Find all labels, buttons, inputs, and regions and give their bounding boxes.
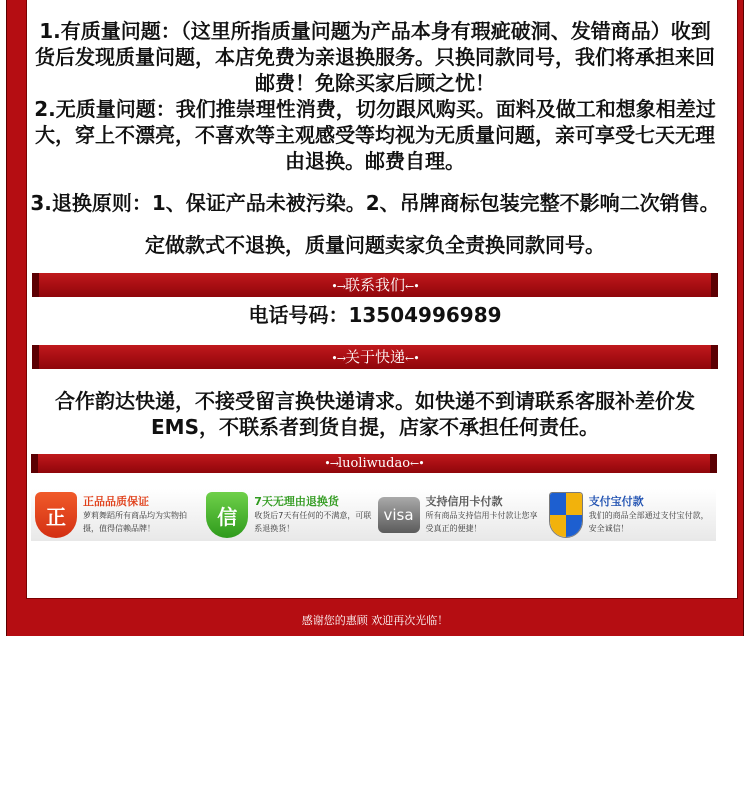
footer-thanks: 感谢您的惠顾 欢迎再次光临！ — [301, 614, 449, 627]
alipay-shield-icon — [549, 492, 583, 538]
banner-deco-right: ←• — [405, 352, 419, 365]
badge-desc: 我们的商品全部通过支付宝付款，安全诚信！ — [588, 511, 709, 533]
contact-banner — [32, 273, 718, 297]
badge-title: 7天无理由退换货 — [254, 495, 339, 508]
badge-genuine — [31, 489, 202, 541]
badge-desc: 收货后7天有任何的不满意，可联系退换货！ — [254, 511, 372, 533]
service-badges — [31, 489, 716, 541]
badge-title: 正品品质保证 — [83, 495, 149, 508]
badge-title: 支付宝付款 — [588, 495, 644, 508]
banner-deco-left: •→ — [324, 457, 338, 470]
policy-quality-issue: 1.有质量问题：（这里所指质量问题为产品本身有瑕疵破洞、发错商品）收到货后发现质量问题，本店免费为亲退换服务。只换同款同号，我们将承担来回邮费！免除买家后顾之忧！ — [35, 19, 715, 95]
policy-no-quality-issue: 2.无质量问题：我们推崇理性消费，切勿跟风购买。面料及做工和想象相差过大，穿上不漂亮，不喜欢等主观感受等均视为无质量问题，亲可享受七天无理由退换。邮费自理。 — [34, 97, 716, 173]
badge-title: 支持信用卡付款 — [425, 495, 503, 508]
badge-desc: 萝莉舞蹈所有商品均为实物拍摄，值得信赖品牌！ — [83, 511, 187, 533]
banner-deco-right: ←• — [410, 457, 424, 470]
badge-alipay — [545, 489, 716, 541]
visa-card-icon: visa — [378, 497, 420, 533]
badge-credit-card — [374, 489, 545, 541]
contact-phone: 电话号码：13504996989 — [248, 303, 502, 327]
policy-return-principles: 3.退换原则：1、保证产品未被污染。2、吊牌商标包装完整不影响二次销售。 — [30, 191, 720, 215]
policy-custom-items: 定做款式不退换，质量问题卖家负全责换同款同号。 — [145, 233, 605, 257]
genuine-shield-icon: 正 — [35, 492, 77, 538]
banner-deco-left: •→ — [331, 352, 345, 365]
badge-seven-day-return — [202, 489, 373, 541]
contact-banner-title: 联系我们 — [344, 276, 405, 294]
banner-deco-left: •→ — [331, 280, 345, 293]
badge-desc: 所有商品支持信用卡付款让您享受真正的便捷！ — [425, 511, 538, 533]
express-policy-text: 合作韵达快递，不接受留言换快递请求。如快递不到请联系客服补差价发EMS，不联系者到货自提，店家不承担任何责任。 — [55, 389, 695, 439]
banner-deco-right: ←• — [405, 280, 419, 293]
express-banner-title: 关于快递 — [344, 348, 405, 366]
brand-banner — [31, 454, 717, 473]
trust-shield-icon: 信 — [206, 492, 248, 538]
express-banner — [32, 345, 718, 369]
brand-banner-title: luoliwudao — [337, 456, 411, 471]
